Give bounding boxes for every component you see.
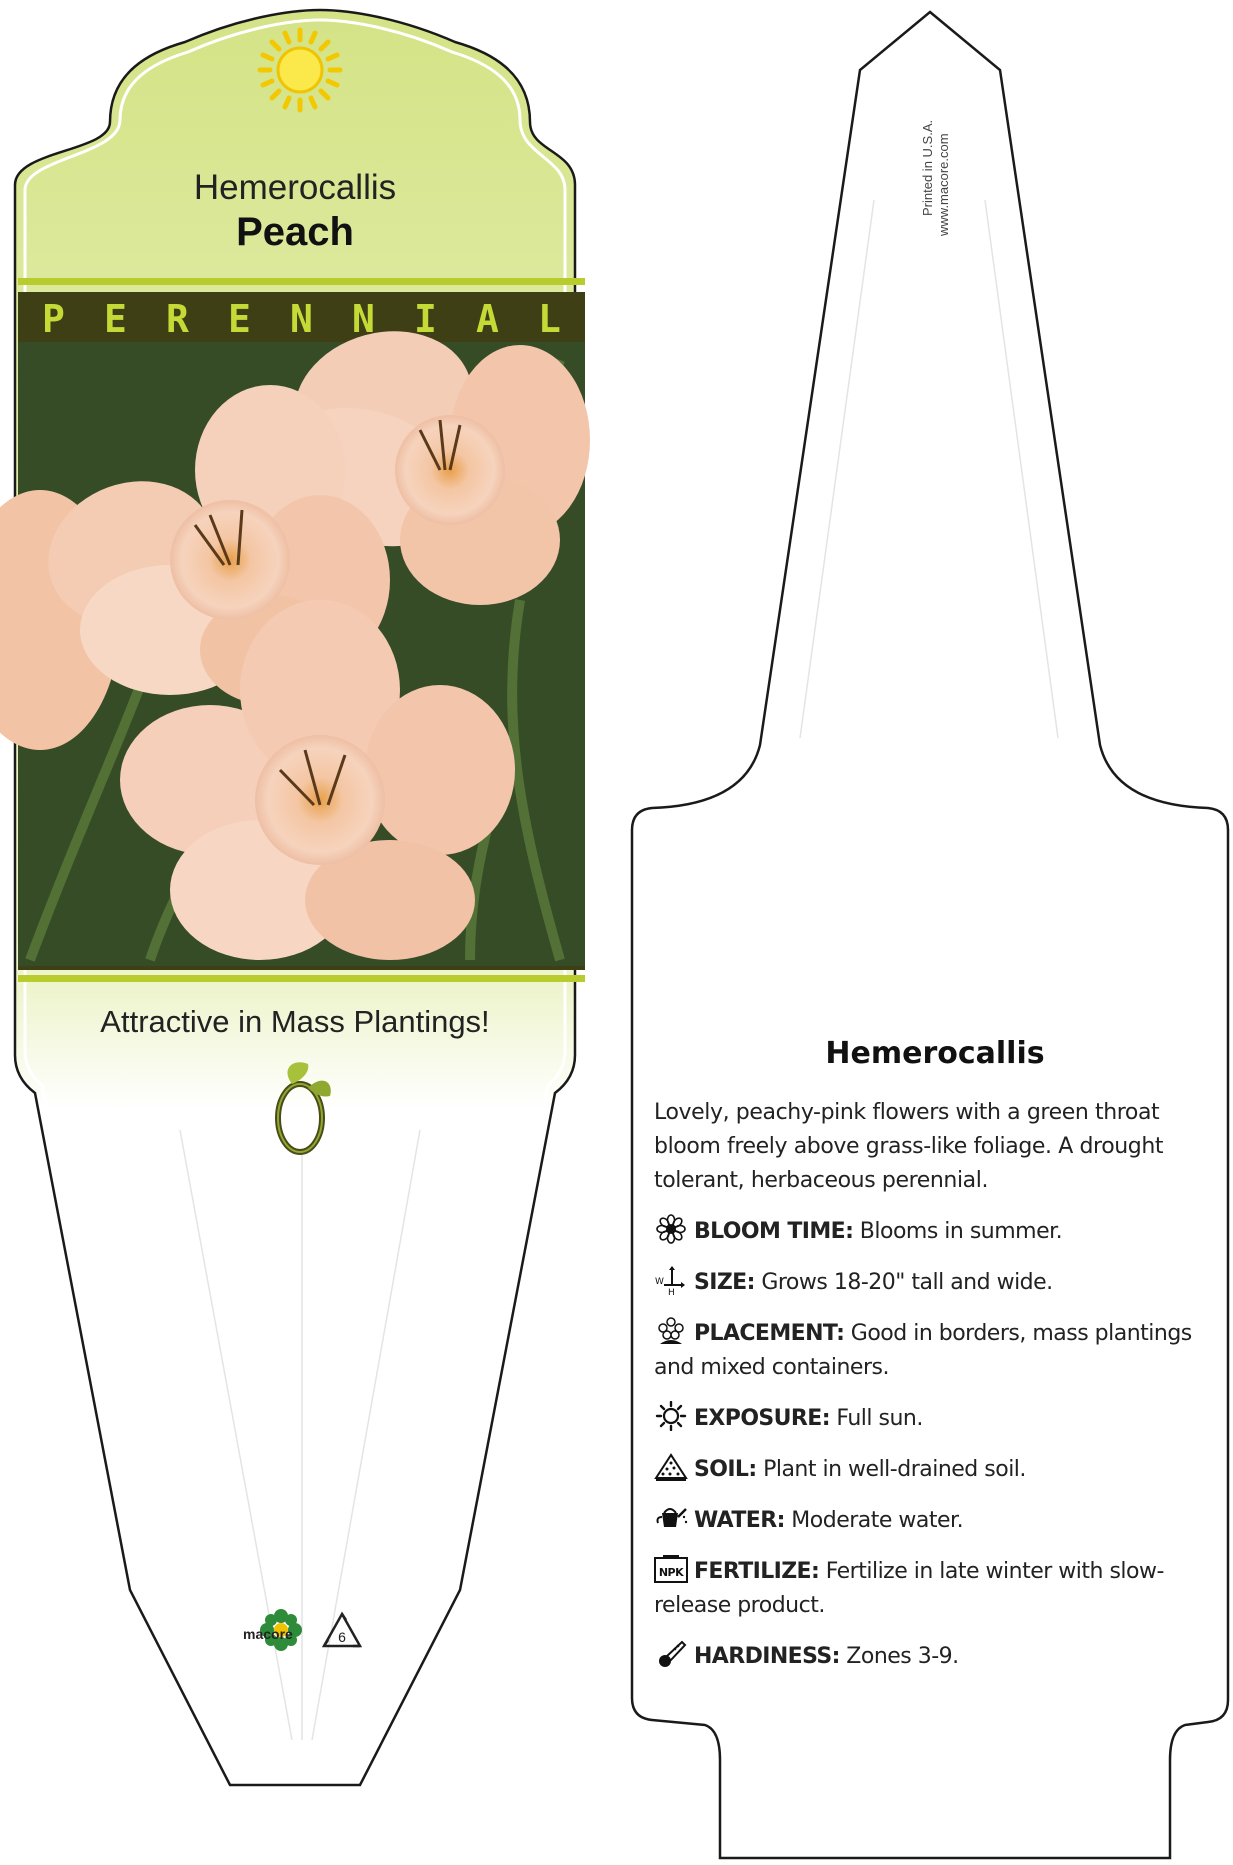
flower-photo bbox=[0, 312, 590, 966]
care-item-water bbox=[654, 1503, 1224, 1538]
recycle-number: 6 bbox=[338, 1629, 346, 1645]
category-label bbox=[18, 296, 585, 342]
care-text: Moderate water. bbox=[791, 1508, 964, 1533]
care-text: Blooms in summer. bbox=[859, 1219, 1063, 1244]
category-letter: P bbox=[42, 297, 65, 341]
care-label: FERTILIZE: bbox=[694, 1559, 820, 1584]
category-letter: I bbox=[414, 297, 437, 341]
care-label: WATER: bbox=[694, 1508, 785, 1533]
category-letter: N bbox=[352, 297, 375, 341]
sun-icon bbox=[654, 1401, 688, 1431]
care-text: Zones 3-9. bbox=[846, 1644, 959, 1669]
care-item-placement bbox=[654, 1316, 1224, 1385]
fertilizer-icon-text: NPK bbox=[658, 1566, 684, 1579]
thermometer-icon bbox=[654, 1639, 688, 1669]
category-letter: N bbox=[290, 297, 313, 341]
care-label: SOIL: bbox=[694, 1457, 757, 1482]
size-icon-w: W bbox=[655, 1277, 664, 1287]
fertilizer-icon bbox=[654, 1554, 688, 1584]
description: Lovely, peachy-pink flowers with a green throat bloom freely above grass-like foliage. A drought tolerant, herbaceous perennial. bbox=[654, 1100, 1164, 1193]
care-label: SIZE: bbox=[694, 1270, 755, 1295]
front-genus-name: Hemerocallis bbox=[193, 168, 397, 207]
care-text: Plant in well-drained soil. bbox=[763, 1457, 1026, 1482]
care-label: BLOOM TIME: bbox=[694, 1219, 854, 1244]
category-letter: L bbox=[538, 297, 561, 341]
placement-icon bbox=[654, 1316, 688, 1346]
care-item-size bbox=[654, 1265, 1224, 1300]
care-item-hardiness bbox=[654, 1639, 1224, 1674]
category-letter: E bbox=[228, 297, 251, 341]
category-letter: A bbox=[476, 297, 499, 341]
care-label: PLACEMENT: bbox=[694, 1321, 845, 1346]
printed-info bbox=[920, 96, 950, 236]
soil-icon bbox=[654, 1452, 688, 1482]
care-label: HARDINESS: bbox=[694, 1644, 840, 1669]
care-text: Full sun. bbox=[836, 1406, 923, 1431]
care-item-bloom-time bbox=[654, 1214, 1224, 1249]
flower-icon bbox=[654, 1214, 688, 1244]
care-item-fertilize bbox=[654, 1554, 1224, 1623]
tagline: Attractive in Mass Plantings! bbox=[100, 1004, 490, 1039]
category-letter: E bbox=[104, 297, 127, 341]
care-item-exposure bbox=[654, 1401, 1224, 1436]
front-cultivar-name: Peach bbox=[236, 210, 354, 254]
size-icon bbox=[654, 1265, 688, 1295]
care-text: Grows 18-20" tall and wide. bbox=[761, 1270, 1053, 1295]
care-item-soil bbox=[654, 1452, 1224, 1487]
back-title: Hemerocallis bbox=[825, 1036, 1045, 1071]
care-label: EXPOSURE: bbox=[694, 1406, 830, 1431]
care-list bbox=[654, 1214, 1224, 1690]
website: www.macore.com bbox=[936, 133, 951, 236]
size-icon-h: H bbox=[668, 1288, 675, 1295]
recycle-icon bbox=[320, 1610, 364, 1654]
category-letter: R bbox=[166, 297, 189, 341]
care-text: Good in borders, mass plantings and mixed containers. bbox=[654, 1321, 1192, 1380]
watering-can-icon bbox=[654, 1503, 688, 1533]
care-text: Fertilize in late winter with slow-release product. bbox=[654, 1559, 1164, 1618]
brand-name: macore bbox=[243, 1626, 293, 1642]
sun-icon bbox=[260, 30, 340, 110]
printed-in: Printed in U.S.A. bbox=[920, 119, 935, 216]
